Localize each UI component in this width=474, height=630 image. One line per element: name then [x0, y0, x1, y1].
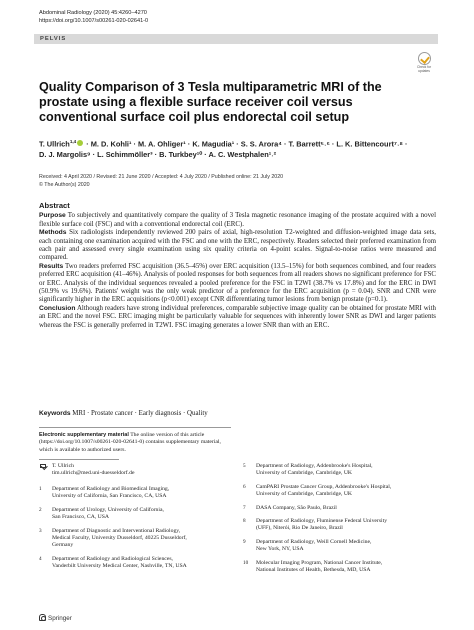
abstract-heading: Abstract — [39, 201, 70, 210]
copyright: © The Author(s) 2020 — [39, 181, 90, 188]
electronic-supplementary-note — [39, 432, 231, 454]
affiliation-4: 4 Department of Radiology and Radiological Sciences, Vanderbilt University Medical Center, Nashville, TN, USA — [39, 556, 187, 569]
purpose-label: Purpose — [39, 212, 66, 220]
correspondence-divider — [39, 459, 119, 460]
author-first-affil: 1,4 — [69, 139, 77, 144]
author-line-1 — [39, 136, 439, 149]
affiliation-5: 5 Department of Radiology, Addenbrooke's Hospital, University of Cambridge, Cambridge, UK — [243, 463, 373, 476]
affiliation-7: 7 DASA Company, São Paulo, Brazil — [243, 505, 337, 511]
journal-doi[interactable]: https://doi.org/10.1007/s00261-020-02641-0 — [39, 17, 149, 24]
abstract-methods — [39, 229, 436, 263]
correspondence-email[interactable]: tim.ullrich@med.uni-duesseldorf.de — [52, 470, 135, 476]
author-line-2: D. J. Margolis⁹ · L. Schimmöller³ · B. Turkbey¹⁰ · A. C. Westphalen¹˒² — [39, 150, 277, 160]
publisher-footer — [39, 614, 72, 622]
envelope-icon — [40, 464, 46, 468]
affiliation-1: 1 Department of Radiology and Biomedical Imaging, University of California, San Francisco, CA, USA — [39, 486, 170, 499]
article-title: Quality Comparison of 3 Tesla multiparametric MRI of the prostate using a flexible surface receiver coil versus conventional surface coil plus endorectal coil setup — [39, 80, 382, 124]
abstract-purpose — [39, 212, 436, 229]
correspondence-name: T. Ullrich — [52, 463, 75, 469]
affiliation-10: 10 Molecular Imaging Program, National Cancer Institute, National Institutes of Health, Bethesda, MD, USA — [243, 560, 383, 573]
check-mark-icon — [418, 52, 431, 65]
esm-label: Electronic supplementary material — [39, 432, 129, 438]
abstract-conclusion — [39, 305, 436, 330]
results-text: Two readers preferred FSC acquisition (36.5–45%) over ERC acquisition (13.5–15%) for both sequences combined, and four readers preferred ERC acquisition (41–46%). Analysis of pooled responses for both sequences from all readers shows no significant preference for FSC or ERC. Analysis of the individual sequences revealed a pooled preference for the FSC in T2WI (38.7% vs 17.8%) and for the ERC in DWI (50.9% vs 19.6%). Patients' weight was the only weak predictor of a preference for the ERC acquisition (p = 0.04). SNR and CNR were significantly higher in the ERC acquisitions (p<0.001) except CNR differentiating tumor lesions from benign prostate (p=0.1). — [39, 262, 436, 304]
affiliation-9: 9 Department of Radiology, Weill Cornell Medicine, New York, NY, USA — [243, 539, 372, 552]
article-dates — [39, 174, 439, 189]
affiliation-8: 8 Department of Radiology, Fluminense Federal University (UFF), Niterói, Rio De Janeiro, Brazil — [243, 518, 388, 531]
footnote-divider — [39, 427, 231, 428]
section-bar — [34, 34, 438, 44]
publisher-name: Springer — [48, 615, 72, 622]
journal-header — [39, 10, 148, 25]
purpose-text: To subjectively and quantitatively compare the quality of 3 Tesla magnetic resonance imaging of the prostate acquired with a novel flexible surface coil (FSC) and with a conventional endorectal coil (ERC). — [39, 212, 436, 228]
journal-citation: Abdominal Radiology (2020) 45:4260–4270 — [39, 10, 147, 16]
check-updates-line1: Check for — [416, 65, 432, 69]
methods-label: Methods — [39, 229, 67, 237]
history-dates: Received: 4 April 2020 / Revised: 21 June 2020 / Accepted: 4 July 2020 / Published online: 21 July 2020 — [39, 174, 284, 180]
methods-text: Six radiologists independently reviewed 200 pairs of axial, high-resolution T2-weighted and diffusion-weighted image data sets, each containing one examination acquired with the FSC and one with the ERC, respectively. Readers selected their preferred examination from each pair and assessed every single examination using six quality criteria on 4-point scales. Signal-to-noise ratios were measured and compared. — [39, 229, 436, 262]
affiliation-3: 3 Department of Diagnostic and Interventional Radiology, Medical Faculty, University Dusseldorf, 40225 Dusseldorf, Germany — [39, 528, 187, 548]
results-label: Results — [39, 262, 64, 270]
conclusion-text: Although readers have strong individual preferences, comparable subjective image quality can be obtained for prostate MRI with an ERC and the novel FSC. ERC imaging might be particularly valuable for sequences with inherently lower SNR as DWI and larger patients whereas the FSC is generally preferred in T2WI. FSC imaging generates a lower SNR than with an ERC. — [39, 304, 436, 329]
springer-horse-icon — [39, 614, 46, 621]
check-for-updates-badge[interactable] — [412, 52, 436, 76]
keywords-text: MRI · Prostate cancer · Early diagnosis · Quality — [72, 410, 208, 417]
affiliation-6: 6 CamPARI Prostate Cancer Group, Addenbrooke's Hospital, University of Cambridge, Cambridge, UK — [243, 484, 392, 497]
orcid-icon[interactable] — [77, 140, 83, 146]
keywords-label: Keywords — [39, 410, 71, 417]
keywords — [39, 410, 439, 418]
abstract-results — [39, 263, 436, 305]
author-first[interactable]: T. Ullrich — [39, 139, 70, 149]
section-label: PELVIS — [40, 35, 67, 42]
check-updates-line2: updates — [418, 68, 430, 73]
esm-text[interactable]: The online version of this article (https://doi.org/10.1007/s00261-020-02641-0) contains supplementary material, which is available to authorized users. — [39, 432, 221, 453]
author-list — [39, 136, 439, 160]
conclusion-label: Conclusion — [39, 304, 76, 312]
abstract — [39, 202, 436, 330]
author-rest-line1: · M. D. Kohli¹ · M. A. Ohliger¹ · K. Magudia¹ · S. S. Arora⁴ · T. Barrett⁵˒⁶ · L. K. Bittencourt⁷˒⁸ · — [84, 139, 408, 149]
affiliation-2: 2 Department of Urology, University of California, San Francisco, CA, USA — [39, 507, 164, 520]
correspondence — [39, 463, 234, 477]
